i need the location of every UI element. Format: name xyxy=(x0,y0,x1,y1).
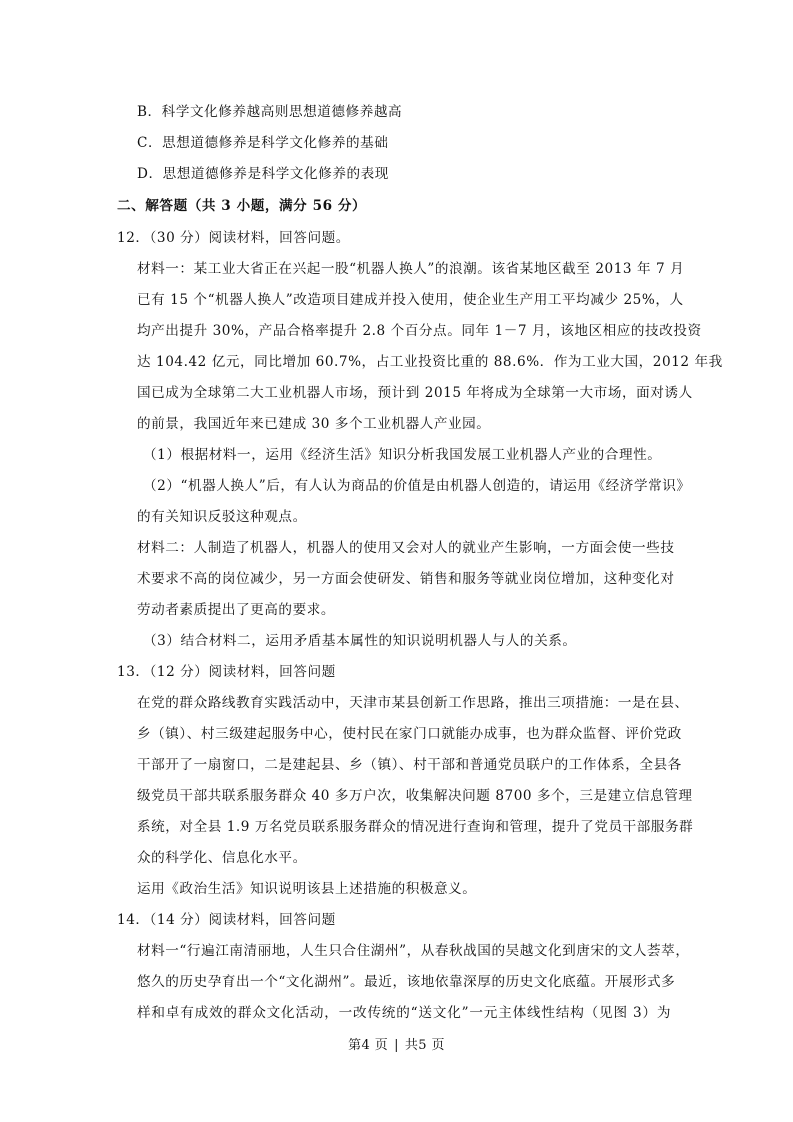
q12-subquestion-3: （3）结合材料二，运用矛盾基本属性的知识说明机器人与人的关系。 xyxy=(143,633,577,649)
question-13-header: 13．（12 分）阅读材料，回答问题 xyxy=(117,664,336,680)
q12-material1-line: 的前景，我国近年来已建成 30 多个工业机器人产业园。 xyxy=(137,416,491,432)
q14-body-line: 悠久的历史孕育出一个“文化湖州”。最近，该地依靠深厚的历史文化底蕴。开展形式多 xyxy=(137,974,676,990)
q12-material1-line: 达 104.42 亿元，同比增加 60.7%，占工业投资比重的 88.6%．作为工业大国，2012 年我 xyxy=(137,354,723,370)
q12-subquestion-2-cont: 的有关知识反驳这种观点。 xyxy=(137,509,307,525)
q12-material2-line: 术要求不高的岗位减少，另一方面会使研发、销售和服务等就业岗位增加，这种变化对 xyxy=(137,571,675,587)
q12-material2-line: 劳动者素质提出了更高的要求。 xyxy=(137,602,336,618)
q14-body-line: 材料一“行遍江南清丽地，人生只合住湖州”，从春秋战国的吴越文化到唐宋的文人荟萃， xyxy=(137,943,690,959)
q12-material1-line: 国已成为全球第二大工业机器人市场，预计到 2015 年将成为全球第一大市场，面对诱人 xyxy=(137,385,693,401)
q12-material1-line: 材料一：某工业大省正在兴起一股“机器人换人”的浪潮。该省某地区截至 2013 年 7 月 xyxy=(137,261,685,277)
q12-subquestion-2: （2）“机器人换人”后，有人认为商品的价值是由机器人创造的，请运用《经济学常识》 xyxy=(143,478,691,494)
option-d: D．思想道德修养是科学文化修养的表现 xyxy=(137,166,389,182)
option-b: B．科学文化修养越高则思想道德修养越高 xyxy=(137,104,403,120)
section-title: 二、解答题（共 3 小题，满分 56 分） xyxy=(117,198,367,214)
q13-body-line: 级党员干部共联系服务群众 40 多万户次，收集解决问题 8700 多个，三是建立信息管理 xyxy=(137,788,693,804)
question-12-header: 12．（30 分）阅读材料，回答问题。 xyxy=(117,230,350,246)
q14-body-line: 样和卓有成效的群众文化活动，一改传统的“送文化”一元主体线性结构（见图 3）为 xyxy=(137,1005,671,1021)
q12-material1-line: 已有 15 个“机器人换人”改造项目建成并投入使用，使企业生产用工平均减少 25%，人 xyxy=(137,292,684,308)
footer-total-pages: 共5 页 xyxy=(404,1038,445,1053)
q12-subquestion-1: （1）根据材料一，运用《经济生活》知识分析我国发展工业机器人产业的合理性。 xyxy=(143,447,662,463)
q13-body-line: 系统，对全县 1.9 万名党员联系服务群众的情况进行查询和管理，提升了党员干部服务群 xyxy=(137,819,694,835)
q13-body-line: 在党的群众路线教育实践活动中，天津市某县创新工作思路，推出三项措施：一是在县、 xyxy=(137,695,689,711)
page-footer xyxy=(0,1036,793,1056)
q12-material2-line: 材料二：人制造了机器人，机器人的使用又会对人的就业产生影响，一方面会使一些技 xyxy=(137,540,675,556)
q13-body-line: 乡（镇）、村三级建起服务中心，使村民在家门口就能办成事，也为群众监督、评价党政 xyxy=(137,726,682,742)
q12-material1-line: 均产出提升 30%，产品合格率提升 2.8 个百分点。同年 1－7 月，该地区相应的技改投资 xyxy=(137,323,702,339)
q13-question: 运用《政治生活》知识说明该县上述措施的积极意义。 xyxy=(137,881,477,897)
footer-separator: | xyxy=(394,1038,399,1053)
q13-body-line: 干部开了一扇窗口，二是建起县、乡（镇）、村干部和普通党员联户的工作体系，全县各 xyxy=(137,757,682,773)
option-c: C．思想道德修养是科学文化修养的基础 xyxy=(137,135,389,151)
question-14-header: 14．（14 分）阅读材料，回答问题 xyxy=(117,912,336,928)
footer-page-number: 第4 页 xyxy=(348,1038,389,1053)
q13-body-line: 众的科学化、信息化水平。 xyxy=(137,850,307,866)
